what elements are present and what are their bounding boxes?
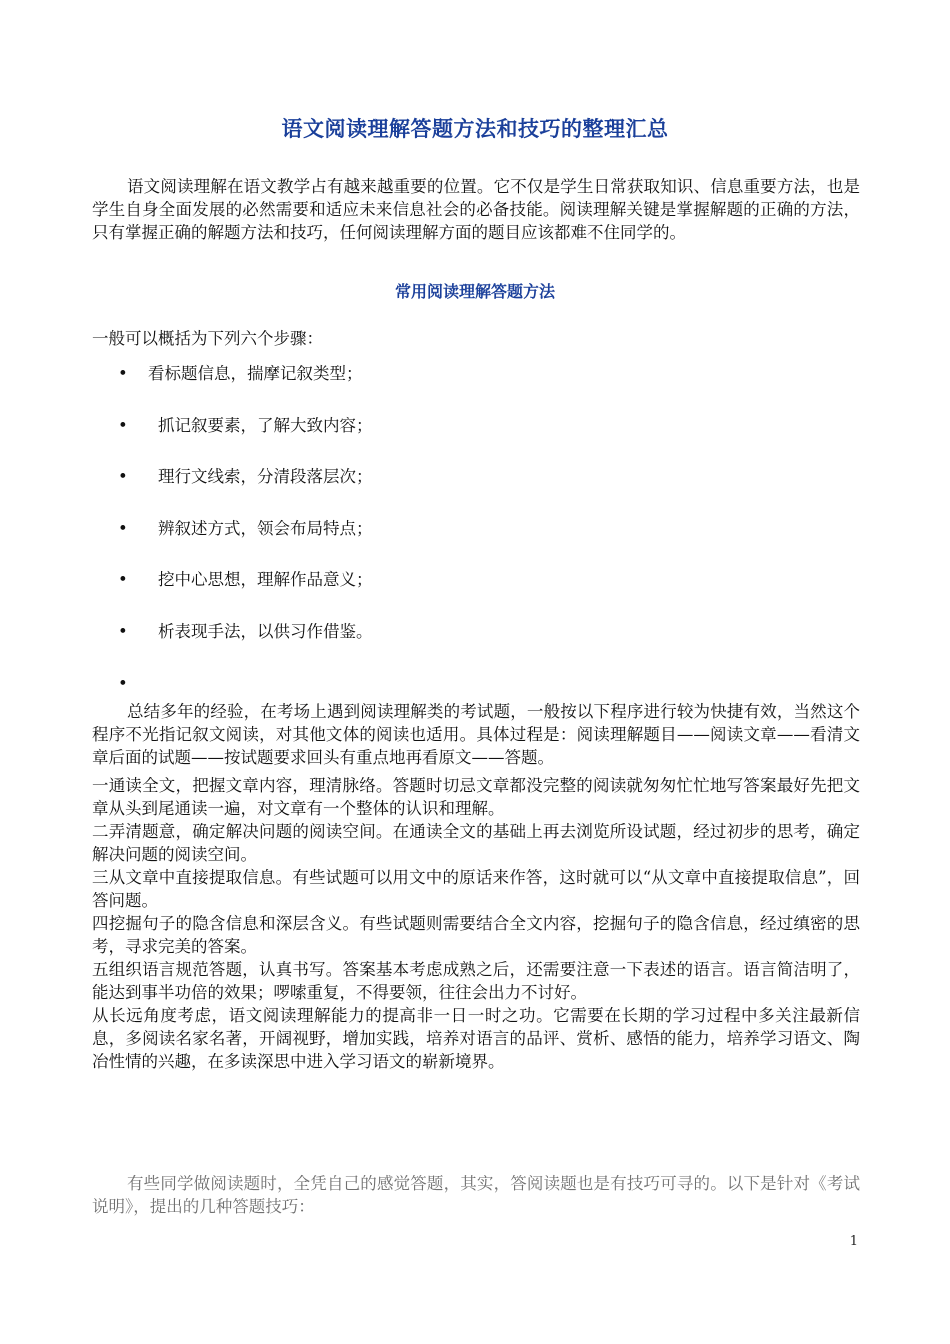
- bullet-icon: •: [118, 415, 128, 435]
- bullet-item: [118, 568, 818, 620]
- conclusion-paragraph: 从长远角度考虑，语文阅读理解能力的提高非一日一时之功。它需要在长期的学习过程中多关注最新信息，多阅读名家名著，开阔视野，增加实践，培养对语言的品评、赏析、感悟的能力，培养学习语文、陶冶性情的兴趣，在多读深思中进入学习语文的崭新境界。: [92, 1006, 860, 1071]
- summary-text: 总结多年的经验，在考场上遇到阅读理解类的考试题，一般按以下程序进行较为快捷有效，当然这个程序不光指记叙文阅读，对其他文体的阅读也适用。具体过程是：阅读理解题目——阅读文章——看清文章后面的试题——按试题要求回头有重点地再看原文——答题。: [92, 702, 860, 767]
- bullet-item: [118, 362, 818, 414]
- intro-text: 语文阅读理解在语文教学占有越来越重要的位置。它不仅是学生日常获取知识、信息重要方法，也是学生自身全面发展的必然需要和适应未来信息社会的必备技能。阅读理解关键是掌握解题的正确的方法，只有掌握正确的解题方法和技巧，任何阅读理解方面的题目应该都难不住同学的。: [92, 177, 860, 242]
- bullet-text: 析表现手法，以供习作借鉴。: [158, 621, 373, 641]
- bullet-icon: •: [118, 621, 128, 641]
- bullet-item: [118, 517, 818, 569]
- steps-bullet-list: [118, 362, 818, 723]
- closing-text: 有些同学做阅读题时，全凭自己的感觉答题，其实，答阅读题也是有技巧可寻的。以下是针对《考试说明》，提出的几种答题技巧：: [92, 1174, 860, 1216]
- lead-paragraph: [92, 327, 860, 350]
- bullet-text: 理行文线索，分清段落层次；: [158, 467, 373, 487]
- section-heading: 常用阅读理解答题方法: [394, 282, 555, 301]
- closing-paragraph: [92, 1172, 860, 1218]
- document-title: 语文阅读理解答题方法和技巧的整理汇总: [281, 116, 669, 141]
- step-paragraph: 五组织语言规范答题，认真书写。答案基本考虑成熟之后，还需要注意一下表述的语言。语言简洁明了，能达到事半功倍的效果；啰嗦重复，不得要领，往往会出力不讨好。: [92, 960, 860, 1002]
- step-paragraph: 三从文章中直接提取信息。有些试题可以用文中的原话来作答，这时就可以“从文章中直接提取信息”，回答问题。: [92, 868, 860, 910]
- page-number: 1: [849, 1234, 858, 1249]
- bullet-text: 辨叙述方式，领会布局特点；: [158, 518, 373, 538]
- bullet-item: [118, 620, 818, 672]
- step-paragraph: 二弄清题意，确定解决问题的阅读空间。在通读全文的基础上再去浏览所设试题，经过初步的思考，确定解决问题的阅读空间。: [92, 822, 860, 864]
- bullet-text: 抓记叙要素，了解大致内容；: [158, 415, 373, 435]
- intro-paragraph: [92, 175, 860, 244]
- steps-section: [92, 774, 860, 1073]
- bullet-item: [118, 414, 818, 466]
- bullet-text: 挖中心思想，理解作品意义；: [158, 570, 373, 590]
- bullet-icon: •: [118, 364, 128, 383]
- lead-text: 一般可以概括为下列六个步骤：: [92, 329, 323, 348]
- bullet-text: 看标题信息，揣摩记叙类型；: [148, 364, 363, 383]
- summary-paragraph: [92, 700, 860, 769]
- bullet-item: [118, 465, 818, 517]
- bullet-icon: •: [118, 518, 128, 538]
- bullet-icon: •: [118, 673, 128, 693]
- step-paragraph: 一通读全文，把握文章内容，理清脉络。答题时切忌文章都没完整的阅读就匆匆忙忙地写答案最好先把文章从头到尾通读一遍，对文章有一个整体的认识和理解。: [92, 776, 860, 818]
- step-paragraph: 四挖掘句子的隐含信息和深层含义。有些试题则需要结合全文内容，挖掘句子的隐含信息，经过缜密的思考，寻求完美的答案。: [92, 914, 860, 956]
- bullet-icon: •: [118, 570, 128, 590]
- bullet-icon: •: [118, 467, 128, 487]
